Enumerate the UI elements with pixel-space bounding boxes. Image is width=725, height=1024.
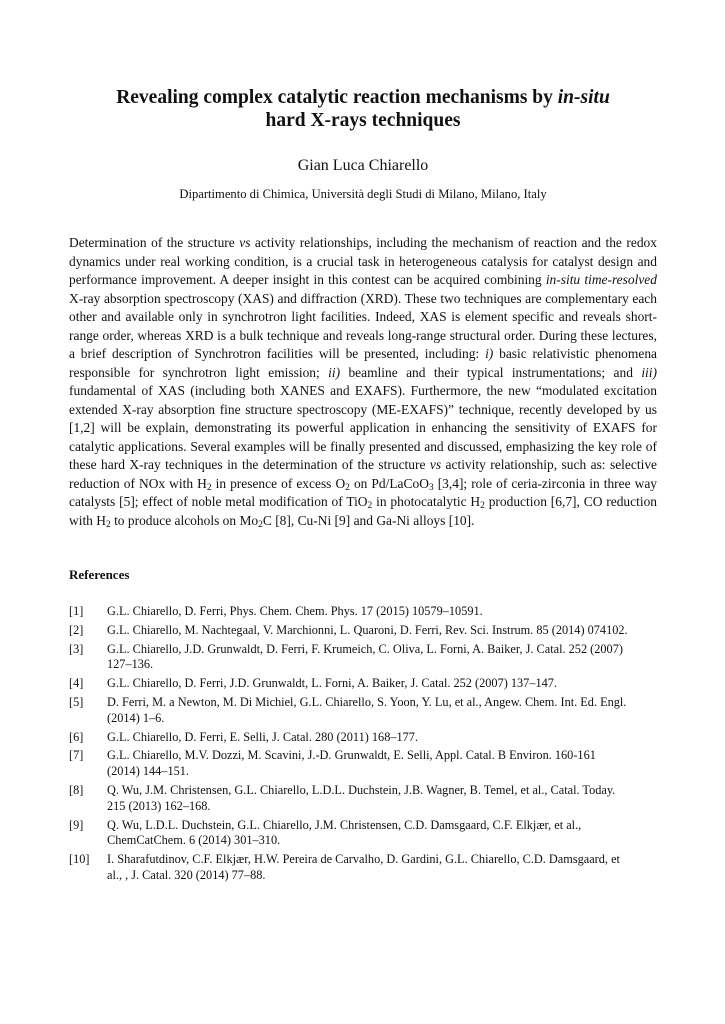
reference-text: Q. Wu, J.M. Christensen, G.L. Chiarello, L.D.L. Duchstein, J.B. Wagner, B. Temel, et al., Catal. Today. 215 (2013) 162–168. <box>107 782 616 813</box>
reference-text: I. Sharafutdinov, C.F. Elkjær, H.W. Pereira de Carvalho, D. Gardini, G.L. Chiarello, C.D. Damsgaard, et al., , J. Catal. 320 (2014) 77–88. <box>107 852 620 882</box>
reference-item <box>69 604 657 620</box>
reference-item <box>69 783 657 815</box>
reference-text: G.L. Chiarello, D. Ferri, E. Selli, J. Catal. 280 (2011) 168–177. <box>107 729 419 744</box>
reference-text: G.L. Chiarello, D. Ferri, J.D. Grunwaldt, L. Forni, A. Baiker, J. Catal. 252 (2007) 137–147. <box>107 676 557 691</box>
reference-text: G.L. Chiarello, M. Nachtegaal, V. Marchionni, L. Quaroni, D. Ferri, Rev. Sci. Instrum. 85 (2014) 074102. <box>107 622 628 637</box>
reference-text: G.L. Chiarello, J.D. Grunwaldt, D. Ferri, F. Krumeich, C. Oliva, L. Forni, A. Baiker, J. Catal. 252 (2007) 127–136. <box>107 641 623 672</box>
reference-item <box>69 730 657 746</box>
reference-text: Q. Wu, L.D.L. Duchstein, G.L. Chiarello, J.M. Christensen, C.D. Damsgaard, C.F. Elkjær, et al., ChemCatChem. 6 (2014) 301–310. <box>107 817 582 848</box>
reference-number: [10] <box>69 852 90 867</box>
reference-text: D. Ferri, M. a Newton, M. Di Michiel, G.L. Chiarello, S. Yoon, Y. Lu, et al., Angew. Chem. Int. Ed. Engl. (2014) 1–6. <box>107 694 627 725</box>
author-name: Gian Luca Chiarello <box>297 157 429 174</box>
affiliation: Dipartimento di Chimica, Università degli Studi di Milano, Milano, Italy <box>179 187 547 201</box>
reference-item <box>69 818 657 850</box>
reference-item <box>69 642 657 674</box>
reference-number: [6] <box>69 729 84 744</box>
page <box>69 86 657 887</box>
reference-text: G.L. Chiarello, D. Ferri, Phys. Chem. Chem. Phys. 17 (2015) 10579–10591. <box>107 604 483 618</box>
reference-item <box>69 623 657 639</box>
reference-number: [8] <box>69 782 84 797</box>
reference-item <box>69 852 657 884</box>
reference-number: [7] <box>69 748 84 763</box>
reference-number: [4] <box>69 676 84 691</box>
paper-title <box>69 86 657 132</box>
reference-item <box>69 676 657 692</box>
reference-number: [5] <box>69 694 84 709</box>
title-italic: in-situ <box>557 87 610 108</box>
reference-item <box>69 748 657 780</box>
reference-number: [1] <box>69 604 84 618</box>
reference-list <box>69 604 657 884</box>
abstract-paragraph: Determination of the structure vs activity relationships, including the mechanism of reaction and the redox dynamics under real working condition, is a crucial task in heterogeneous catalysis for catalyst design and performance improvement. A deeper insight in this contest can be acquired combining in-situ time-resolved X-ray absorption spectroscopy (XAS) and diffraction (XRD). These two techniques are complementary each other and available only in synchrotron light facilities. Indeed, XAS is element specific and reveals short-range order, whereas XRD is a bulk technique and reveals long-range structural order. During these lectures, a brief description of Synchrotron facilities will be presented, including: i) basic relativistic phenomena responsible for synchrotron light emission; ii) beamline and their typical instrumentations; and iii) fundamental of XAS (including both XANES and EXAFS). Furthermore, the new “modulated excitation extended X-ray absorption fine structure spectroscopy (ME-EXAFS)” technique, recently developed by us [1,2] will be explain, demonstrating its powerful application in enhancing the sensitivity of EXAFS for catalytic applications. Several examples will be finally presented and discussed, emphasizing the key role of these hard X-ray techniques in the determination of the structure vs activity relationship, such as: selective reduction of NOx with $H_2$ in presence of excess $O_2$ on Pd/LaCoO$_3$ [3,4]; role of ceria-zirconia in three way catalysts [5]; effect of noble metal modification of TiO$_2$ in photocatalytic $H_2$ production [6,7], CO reduction with $H_2$ to produce alcohols on $Mo_2C$ [8], Cu-Ni [9] and Ga-Ni alloys [10]. <box>69 235 658 530</box>
reference-number: [3] <box>69 641 84 656</box>
references-heading: References <box>69 567 130 582</box>
reference-number: [9] <box>69 817 84 832</box>
title-line1: Revealing complex catalytic reaction mechanisms by in-situ <box>116 87 610 108</box>
reference-item <box>69 695 657 727</box>
title-line2: hard X-rays techniques <box>265 110 461 131</box>
reference-number: [2] <box>69 622 84 637</box>
reference-text: G.L. Chiarello, M.V. Dozzi, M. Scavini, J.-D. Grunwaldt, E. Selli, Appl. Catal. B Environ. 160-161 (2014) 144–151. <box>107 748 596 779</box>
